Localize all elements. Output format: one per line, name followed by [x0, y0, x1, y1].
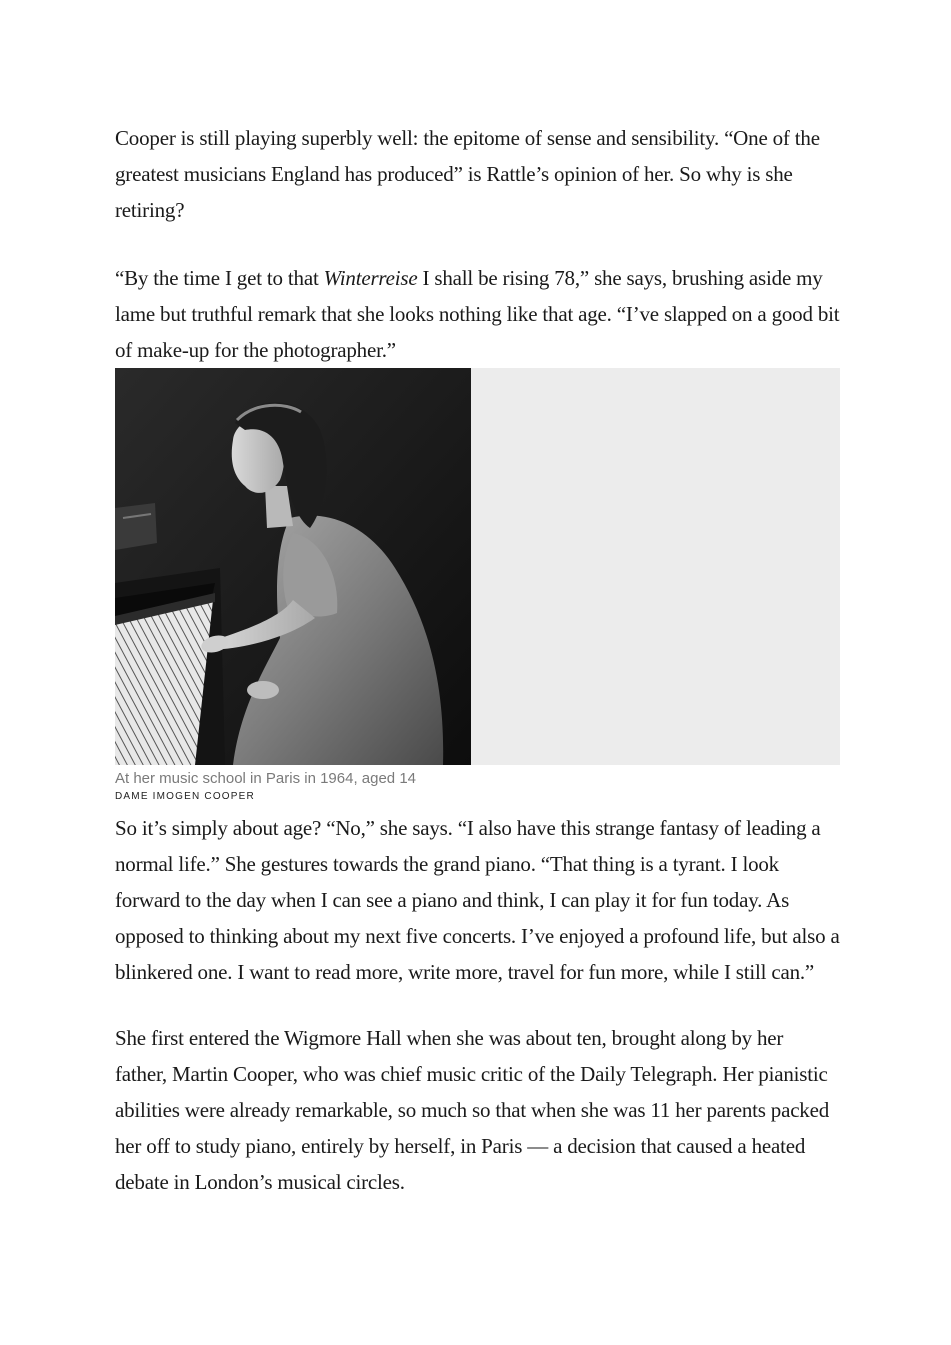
pianist-photo	[115, 368, 471, 765]
paragraph-2-italic-title: Winterreise	[323, 266, 418, 290]
paragraph-2-end: I shall be rising 78,” she says, brushing aside my lame but truthful remark that she looks nothing like that age. “I’ve slapped on a good bit of make-up for the photographer.”	[115, 266, 840, 362]
photo-figure	[115, 368, 840, 765]
paragraph-2	[115, 260, 840, 368]
paragraph-2-start: “By the time I get to that	[115, 266, 324, 290]
photo-credit: DAME IMOGEN COOPER	[115, 791, 255, 802]
paragraph-1: Cooper is still playing superbly well: the epitome of sense and sensibility. “One of the greatest musicians England has produced” is Rattle’s opinion of her. So why is she retiring?	[115, 126, 820, 222]
pianist-photo-illustration	[115, 368, 471, 765]
paragraph-3: So it’s simply about age? “No,” she says. “I also have this strange fantasy of leading a normal life.” She gestures towards the grand piano. “That thing is a tyrant. I look forward to the day when I can see a piano and think, I can play it for fun today. As opposed to thinking about my next five concerts. I’ve enjoyed a profound life, but also a blinkered one. I want to read more, write more, travel for fun more, while I still can.”	[115, 816, 840, 984]
photo-caption: At her music school in Paris in 1964, aged 14	[115, 770, 417, 787]
paragraph-4: She first entered the Wigmore Hall when she was about ten, brought along by her father, Martin Cooper, who was chief music critic of the Daily Telegraph. Her pianistic abilities were already remarkable, so much so that when she was 11 her parents packed her off to study piano, entirely by herself, in Paris — a decision that caused a heated debate in London’s musical circles.	[115, 1026, 830, 1194]
article-body	[115, 120, 840, 1200]
